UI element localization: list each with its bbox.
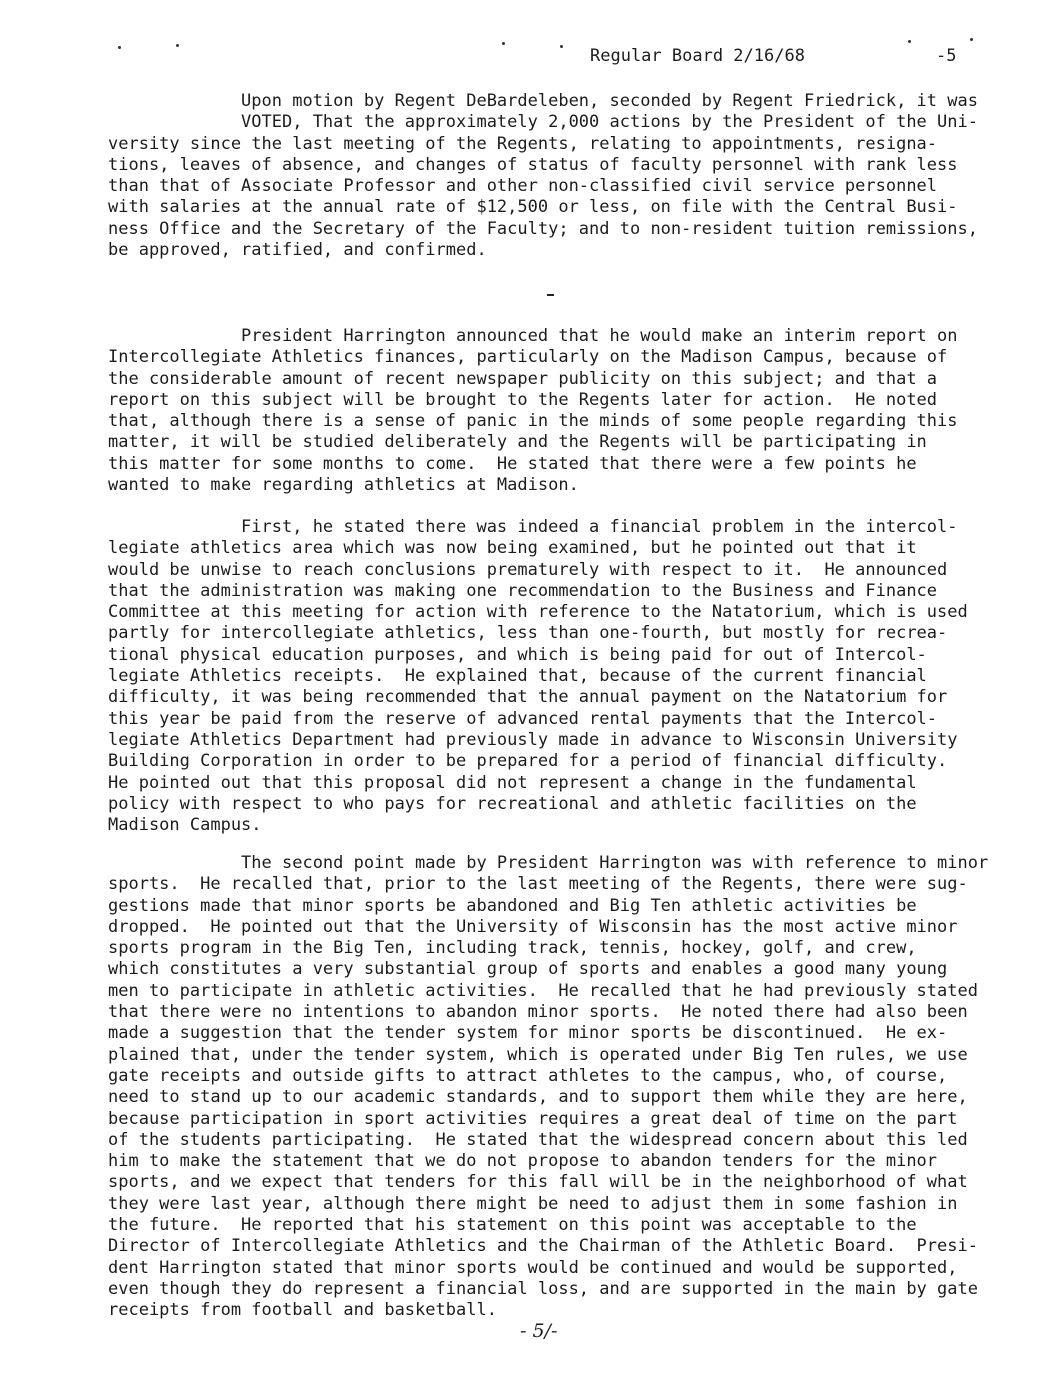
paragraph-voted-actions	[108, 91, 1008, 261]
text-line: ness Office and the Secretary of the Faculty; and to non-resident tuition remissions,	[108, 218, 978, 239]
text-line: tional physical education purposes, and which is being paid for out of Intercol-	[108, 644, 927, 665]
text-line: President Harrington announced that he would make an interim report on	[108, 326, 958, 346]
handwritten-page-mark: - 5/-	[520, 1320, 558, 1342]
text-line: gate receipts and outside gifts to attract athletes to the campus, who, of course,	[108, 1065, 948, 1086]
text-line: with salaries at the annual rate of $12,500 or less, on file with the Central Busi-	[108, 197, 958, 218]
text-line: Building Corporation in order to be prepared for a period of financial difficulty.	[108, 751, 948, 772]
paragraph-financial-problem	[108, 517, 1008, 836]
text-line: Madison Campus.	[108, 815, 262, 836]
text-line: plained that, under the tender system, which is operated under Big Ten rules, we use	[108, 1044, 968, 1065]
text-line: which constitutes a very substantial group of sports and enables a good many young	[108, 959, 948, 980]
text-line: sports. He recalled that, prior to the last meeting of the Regents, there were sug-	[108, 874, 968, 895]
text-line: be approved, ratified, and confirmed.	[108, 240, 487, 261]
text-line: that there were no intentions to abandon minor sports. He noted there had also been	[108, 1002, 968, 1023]
text-line: sports, and we expect that tenders for this fall will be in the neighborhood of what	[108, 1172, 968, 1193]
text-line: Director of Intercollegiate Athletics and the Chairman of the Athletic Board. Presi-	[108, 1236, 978, 1257]
text-line: than that of Associate Professor and other non-classified civil service personnel	[108, 176, 938, 197]
paragraph-athletics-report	[108, 326, 1008, 496]
text-line: matter, it will be studied deliberately and the Regents will be participating in	[108, 432, 927, 453]
text-line: The second point made by President Harrington was with reference to minor	[108, 853, 989, 873]
text-line: legiate athletics area which was now being examined, but he pointed out that it	[108, 538, 917, 559]
text-line: difficulty, it was being recommended that the annual payment on the Natatorium for	[108, 687, 948, 708]
text-line: need to stand up to our academic standards, and to support them while they are here,	[108, 1087, 968, 1108]
text-line: the considerable amount of recent newspaper publicity on this subject; and that a	[108, 368, 938, 389]
text-line: First, he stated there was indeed a financial problem in the intercol-	[108, 517, 958, 537]
text-line: that the administration was making one recommendation to the Business and Finance	[108, 580, 938, 601]
text-line: him to make the statement that we do not propose to abandon tenders for the minor	[108, 1151, 938, 1172]
text-line: He pointed out that this proposal did not represent a change in the fundamental	[108, 772, 917, 793]
text-line: dent Harrington stated that minor sports would be continued and would be supported,	[108, 1257, 958, 1278]
text-line: Upon motion by Regent DeBardeleben, seconded by Regent Friedrick, it was	[108, 91, 978, 111]
text-line: receipts from football and basketball.	[108, 1300, 497, 1321]
separator-dash	[547, 294, 554, 296]
text-line: VOTED, That the approximately 2,000 actions by the President of the Uni-	[108, 112, 978, 133]
text-line: they were last year, although there might be need to adjust them in some fashion in	[108, 1193, 958, 1214]
text-line: this matter for some months to come. He stated that there were a few points he	[108, 453, 917, 474]
text-line: policy with respect to who pays for recreational and athletic facilities on the	[108, 793, 917, 814]
text-line: Committee at this meeting for action with reference to the Natatorium, which is used	[108, 602, 968, 623]
page-number: -5	[936, 46, 957, 66]
text-line: of the students participating. He stated that the widespread concern about this led	[108, 1129, 968, 1150]
text-line: would be unwise to reach conclusions prematurely with respect to it. He announced	[108, 559, 948, 580]
text-line: wanted to make regarding athletics at Madison.	[108, 475, 579, 496]
text-line: versity since the last meeting of the Regents, relating to appointments, resigna-	[108, 133, 938, 154]
paragraph-minor-sports	[108, 853, 1008, 1322]
text-line: report on this subject will be brought to the Regents later for action. He noted	[108, 389, 938, 410]
text-line: Intercollegiate Athletics finances, particularly on the Madison Campus, because of	[108, 347, 948, 368]
text-line: because participation in sport activities requires a great deal of time on the part	[108, 1108, 958, 1129]
text-line: sports program in the Big Ten, including track, tennis, hockey, golf, and crew,	[108, 938, 917, 959]
text-line: men to participate in athletic activities. He recalled that he had previously stated	[108, 980, 978, 1001]
text-line: partly for intercollegiate athletics, less than one-fourth, but mostly for recrea-	[108, 623, 948, 644]
text-line: made a suggestion that the tender system for minor sports be discontinued. He ex-	[108, 1023, 948, 1044]
page-header-title: Regular Board 2/16/68	[590, 46, 805, 66]
text-line: the future. He reported that his statement on this point was acceptable to the	[108, 1215, 917, 1236]
text-line: that, although there is a sense of panic in the minds of some people regarding this	[108, 411, 958, 432]
text-line: legiate Athletics receipts. He explained that, because of the current financial	[108, 666, 927, 687]
text-line: gestions made that minor sports be abandoned and Big Ten athletic activities be	[108, 895, 917, 916]
text-line: tions, leaves of absence, and changes of status of faculty personnel with rank less	[108, 154, 958, 175]
text-line: legiate Athletics Department had previously made in advance to Wisconsin University	[108, 729, 958, 750]
text-line: dropped. He pointed out that the University of Wisconsin has the most active minor	[108, 916, 958, 937]
text-line: even though they do represent a financial loss, and are supported in the main by gate	[108, 1278, 978, 1299]
text-line: this year be paid from the reserve of advanced rental payments that the Intercol-	[108, 708, 938, 729]
